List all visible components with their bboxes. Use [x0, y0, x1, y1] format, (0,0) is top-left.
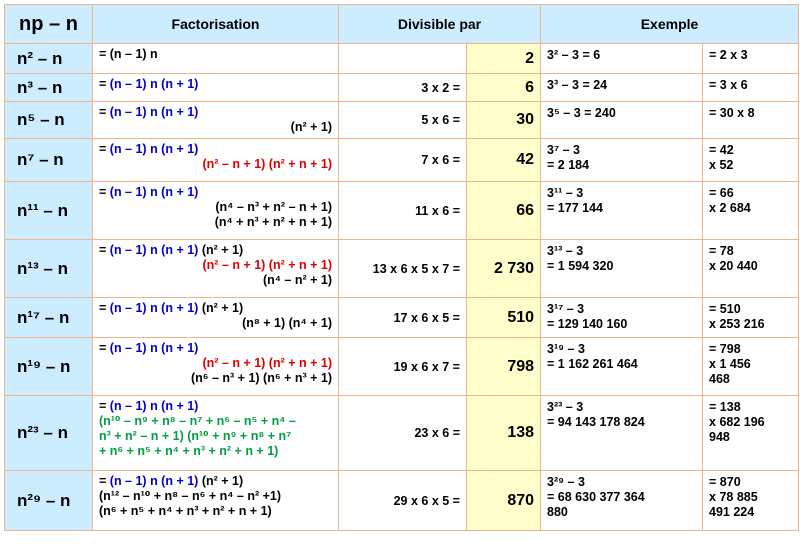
divisor-value: 2 730 [467, 240, 541, 298]
example-line: x 1 456 [709, 357, 751, 371]
example-line: 3¹³ – 3 [547, 244, 584, 258]
exponent-label: n⁵ – n [5, 102, 93, 139]
example-line: 880 [547, 505, 568, 519]
factorisation-segment: (n – 1) n (n + 1) [109, 341, 199, 355]
factorisation-segment: = [99, 243, 110, 257]
factorisation-segment: (n² + 1) [198, 474, 244, 488]
factorisation-segment: = [99, 77, 110, 91]
example-line: = 68 630 377 364 [547, 490, 645, 504]
example-line: 3⁵ – 3 = 240 [547, 106, 616, 120]
example-line: = 798 [709, 342, 741, 356]
example-computation [541, 298, 703, 338]
factorisation-segment: (n² + 1) [290, 120, 332, 134]
example-line: = 42 [709, 143, 734, 157]
divisor-value: 66 [467, 182, 541, 240]
factorisation-segment: (n – 1) n (n + 1) [109, 301, 199, 315]
factorisation-line [99, 200, 332, 215]
example-line: 3³ – 3 = 24 [547, 78, 608, 92]
factorisation-segment: (n² + 1) [198, 243, 244, 257]
factorisation-line [99, 429, 332, 444]
example-factors [703, 396, 799, 471]
header-divisible: Divisible par [339, 5, 541, 44]
divisor-product: 17 x 6 x 5 = [339, 298, 467, 338]
example-line: 3²³ – 3 [547, 400, 584, 414]
factorisation-segment: = [99, 185, 110, 199]
factorisation-segment: (n – 1) n (n + 1) [109, 105, 199, 119]
divisor-value: 2 [467, 44, 541, 74]
divisor-value: 870 [467, 471, 541, 531]
factorisation-line [99, 105, 332, 120]
factorisation-cell [93, 44, 339, 74]
example-line: = 2 x 3 [709, 48, 748, 62]
factorisation-segment: (n⁴ + n³ + n² + n + 1) [214, 215, 332, 229]
example-line: = 66 [709, 186, 734, 200]
factorisation-segment: = [99, 399, 110, 413]
example-computation [541, 44, 703, 74]
example-line: = 30 x 8 [709, 106, 755, 120]
factorisation-line [99, 142, 332, 157]
factorisation-segment: (n² – n + 1) (n² + n + 1) [202, 157, 332, 171]
table-row [5, 44, 799, 74]
example-factors [703, 74, 799, 102]
factorisation-segment: (n¹² – n¹⁰ + n⁸ – n⁶ + n⁴ – n² +1) [99, 489, 282, 503]
factorisation-line [99, 77, 332, 92]
example-factors [703, 338, 799, 396]
factorisation-line [99, 258, 332, 273]
divisor-value: 798 [467, 338, 541, 396]
divisor-value: 138 [467, 396, 541, 471]
header-exemple: Exemple [541, 5, 799, 44]
divisor-product: 29 x 6 x 5 = [339, 471, 467, 531]
table-row [5, 298, 799, 338]
factorisation-line [99, 474, 332, 489]
factorisation-line [99, 356, 332, 371]
factorisation-segment: (n² – n + 1) (n² + n + 1) [202, 356, 332, 370]
factorisation-segment: = (n – 1) n [99, 47, 158, 61]
divisor-product: 3 x 2 = [339, 74, 467, 102]
example-factors [703, 44, 799, 74]
factorisation-segment: (n² + 1) [198, 301, 244, 315]
factorisation-segment: (n⁶ – n³ + 1) (n⁶ + n³ + 1) [190, 371, 332, 385]
divisor-product: 5 x 6 = [339, 102, 467, 139]
example-line: x 2 684 [709, 201, 751, 215]
example-line: 3¹⁷ – 3 [547, 302, 585, 316]
example-line: x 682 196 [709, 415, 765, 429]
header-factorisation: Factorisation [93, 5, 339, 44]
example-line: = 1 594 320 [547, 259, 614, 273]
example-factors [703, 139, 799, 182]
exponent-label: n³ – n [5, 74, 93, 102]
divisor-value: 30 [467, 102, 541, 139]
factorisation-line [99, 504, 332, 519]
table-row [5, 102, 799, 139]
factorisation-segment: (n – 1) n (n + 1) [109, 243, 199, 257]
factorisation-cell [93, 338, 339, 396]
divisor-product [339, 44, 467, 74]
example-line: 948 [709, 430, 730, 444]
divisor-product: 7 x 6 = [339, 139, 467, 182]
example-line: = 510 [709, 302, 741, 316]
divisor-value: 6 [467, 74, 541, 102]
example-line: = 78 [709, 244, 734, 258]
factorisation-line [99, 185, 332, 200]
factorisation-segment: (n⁴ – n³ + n² – n + 1) [215, 200, 332, 214]
divisor-value: 510 [467, 298, 541, 338]
table-row [5, 74, 799, 102]
divisor-product: 19 x 6 x 7 = [339, 338, 467, 396]
factorisation-segment: + n⁶ + n⁵ + n⁴ + n³ + n² + n + 1) [99, 444, 279, 458]
factorisation-cell [93, 240, 339, 298]
exponent-label: n¹³ – n [5, 240, 93, 298]
exponent-label: n²⁹ – n [5, 471, 93, 531]
factorisation-segment: = [99, 142, 110, 156]
example-line: x 253 216 [709, 317, 765, 331]
table-row [5, 139, 799, 182]
factorisation-segment: (n¹⁰ – n⁹ + n⁸ – n⁷ + n⁶ – n⁵ + n⁴ – [99, 414, 296, 428]
example-computation [541, 102, 703, 139]
divisor-value: 42 [467, 139, 541, 182]
example-computation [541, 471, 703, 531]
exponent-label: n²³ – n [5, 396, 93, 471]
example-line: 491 224 [709, 505, 755, 519]
header-np: np – n [5, 5, 93, 44]
factorisation-line [99, 157, 332, 172]
factorisation-line [99, 414, 332, 429]
factorisation-segment: = [99, 341, 110, 355]
header-row [5, 5, 799, 44]
factorisation-line [99, 341, 332, 356]
example-line: 3⁷ – 3 [547, 143, 580, 157]
factorisation-segment: (n⁴ – n² + 1) [262, 273, 332, 287]
factorisation-segment: = [99, 105, 110, 119]
factorisation-line [99, 371, 332, 386]
factorisation-cell [93, 396, 339, 471]
divisor-product: 23 x 6 = [339, 396, 467, 471]
example-factors [703, 298, 799, 338]
table-row [5, 182, 799, 240]
example-line: = 177 144 [547, 201, 603, 215]
example-line: 3¹¹ – 3 [547, 186, 584, 200]
example-line: x 52 [709, 158, 734, 172]
example-factors [703, 471, 799, 531]
factorisation-line [99, 215, 332, 230]
table-row [5, 471, 799, 531]
example-line: = 1 162 261 464 [547, 357, 638, 371]
exponent-label: n² – n [5, 44, 93, 74]
factorisation-line [99, 316, 332, 331]
example-line: = 3 x 6 [709, 78, 748, 92]
example-line: 468 [709, 372, 730, 386]
example-factors [703, 182, 799, 240]
example-line: = 138 [709, 400, 741, 414]
factorisation-segment: (n – 1) n (n + 1) [109, 474, 199, 488]
factorisation-cell [93, 298, 339, 338]
example-computation [541, 396, 703, 471]
factorisation-cell [93, 102, 339, 139]
factorisation-segment: n³ + n² – n + 1) (n¹⁰ + n⁹ + n⁸ + n⁷ [99, 429, 292, 443]
factorisation-line [99, 399, 332, 414]
example-line: = 94 143 178 824 [547, 415, 645, 429]
factorisation-segment: (n – 1) n (n + 1) [109, 399, 199, 413]
factorisation-line [99, 243, 332, 258]
example-line: = 2 184 [547, 158, 590, 172]
table-row [5, 396, 799, 471]
example-line: x 20 440 [709, 259, 758, 273]
factorisation-segment: (n⁶ + n⁵ + n⁴ + n³ + n² + n + 1) [99, 504, 272, 518]
example-factors [703, 240, 799, 298]
factorisation-cell [93, 182, 339, 240]
example-factors [703, 102, 799, 139]
factorisation-segment: (n – 1) n (n + 1) [109, 142, 199, 156]
example-computation [541, 182, 703, 240]
example-line: x 78 885 [709, 490, 758, 504]
exponent-label: n⁷ – n [5, 139, 93, 182]
exponent-label: n¹¹ – n [5, 182, 93, 240]
factorisation-cell [93, 74, 339, 102]
factorisation-segment: = [99, 301, 110, 315]
table-row [5, 240, 799, 298]
factorisation-table [4, 4, 799, 531]
example-line: = 129 140 160 [547, 317, 628, 331]
factorisation-line [99, 273, 332, 288]
factorisation-segment: (n² – n + 1) (n² + n + 1) [202, 258, 332, 272]
exponent-label: n¹⁷ – n [5, 298, 93, 338]
factorisation-segment: = [99, 474, 110, 488]
example-line: 3¹⁹ – 3 [547, 342, 585, 356]
divisor-product: 13 x 6 x 5 x 7 = [339, 240, 467, 298]
factorisation-segment: (n – 1) n (n + 1) [109, 185, 199, 199]
factorisation-line [99, 444, 332, 459]
factorisation-line [99, 120, 332, 135]
factorisation-segment: (n⁸ + 1) (n⁴ + 1) [242, 316, 332, 330]
divisor-product: 11 x 6 = [339, 182, 467, 240]
example-line: 3² – 3 = 6 [547, 48, 601, 62]
exponent-label: n¹⁹ – n [5, 338, 93, 396]
example-computation [541, 139, 703, 182]
example-computation [541, 74, 703, 102]
factorisation-line [99, 301, 332, 316]
factorisation-cell [93, 139, 339, 182]
factorisation-line [99, 489, 332, 504]
factorisation-line [99, 47, 332, 62]
example-computation [541, 338, 703, 396]
factorisation-cell [93, 471, 339, 531]
table-row [5, 338, 799, 396]
factorisation-segment: (n – 1) n (n + 1) [109, 77, 199, 91]
example-computation [541, 240, 703, 298]
table-body [5, 44, 799, 531]
example-line: = 870 [709, 475, 741, 489]
example-line: 3²⁹ – 3 [547, 475, 585, 489]
